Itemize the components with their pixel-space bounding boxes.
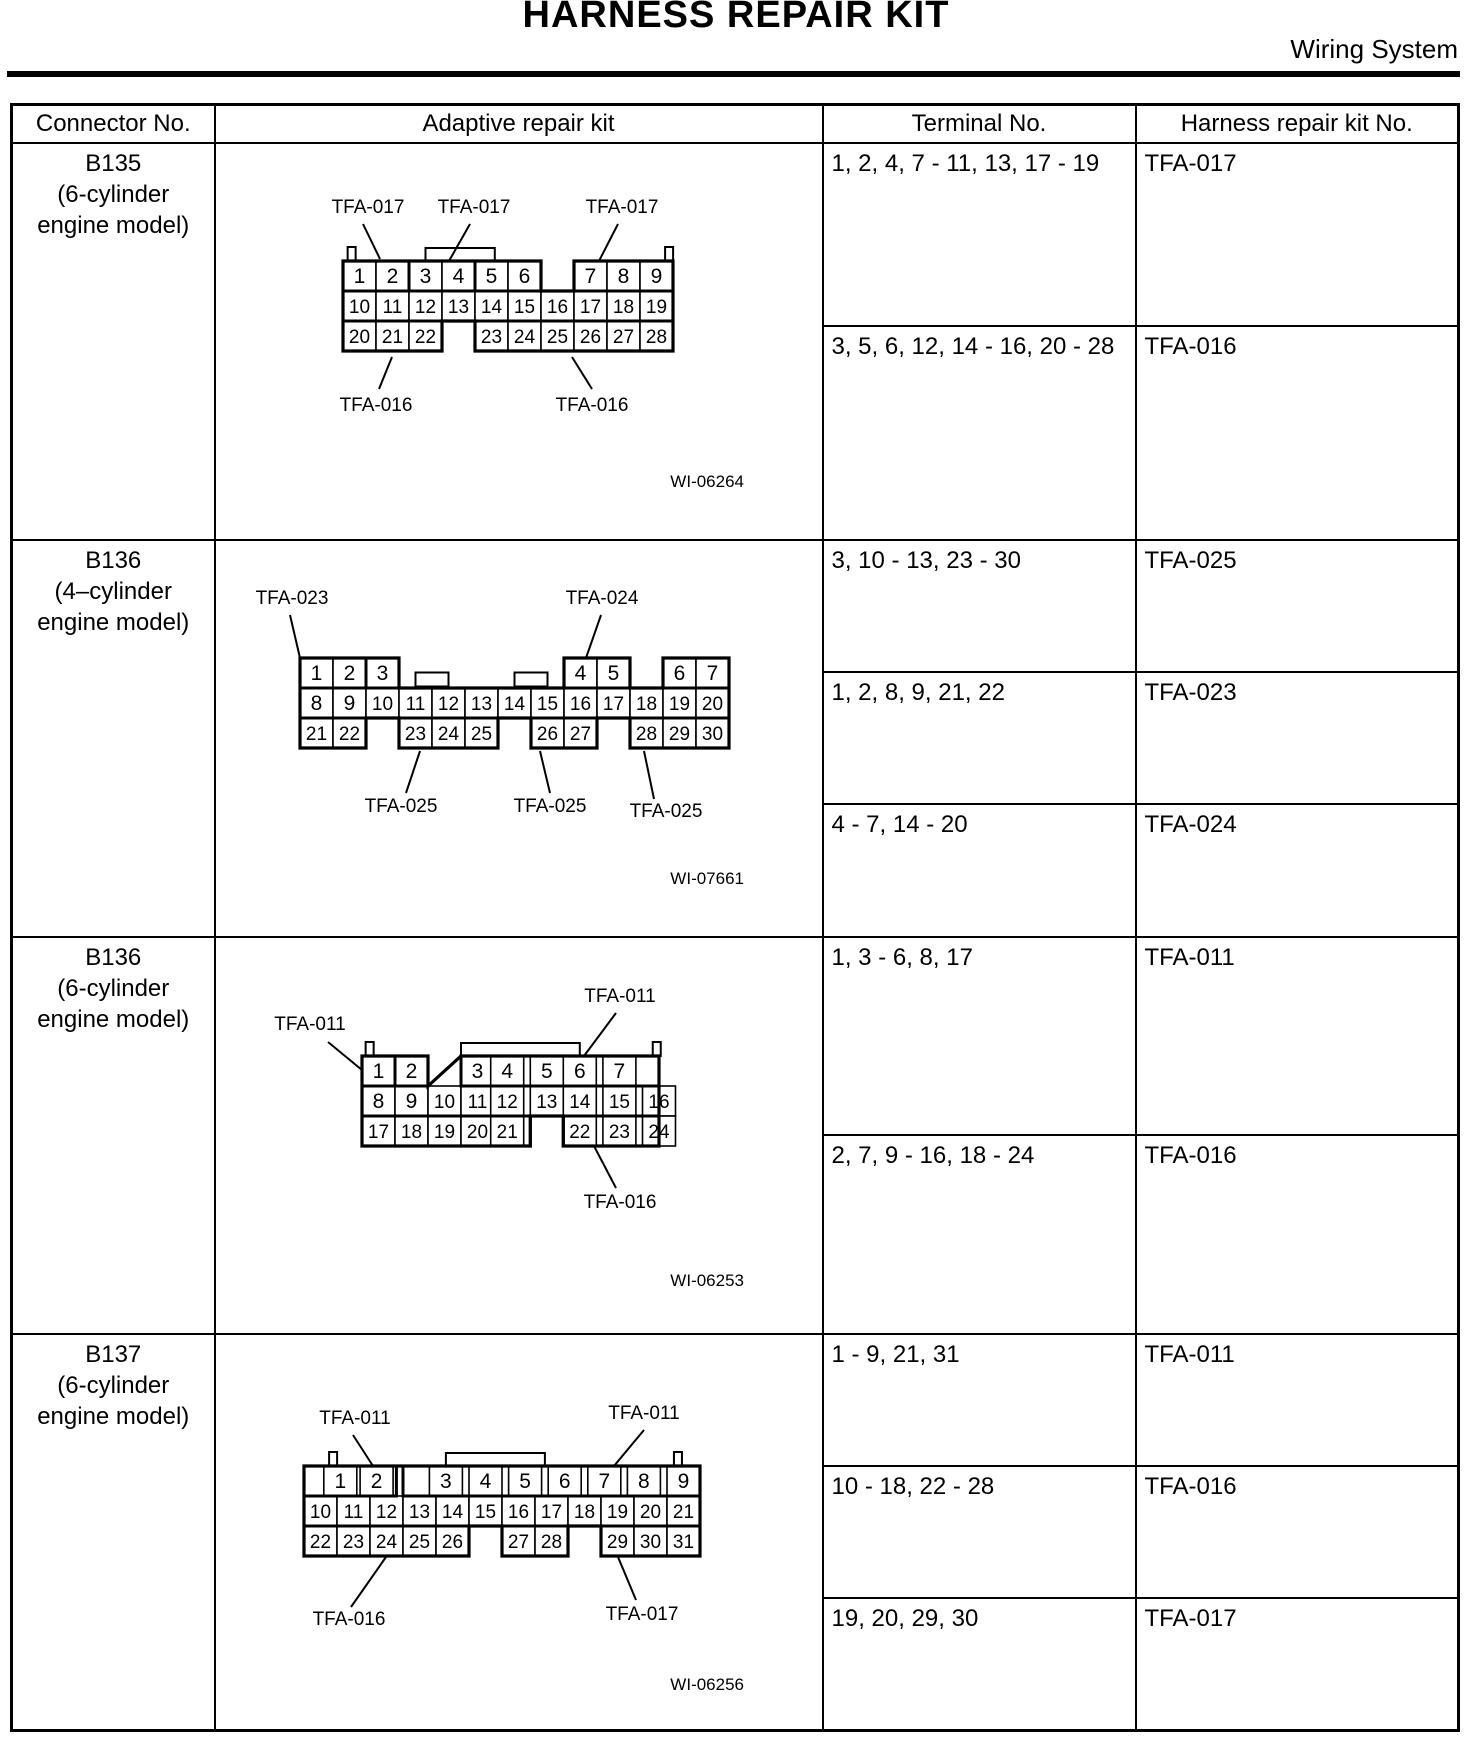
connector-pin-number: 9	[343, 691, 355, 715]
connector-pin-number: 6	[558, 1469, 571, 1493]
connector-pin-number: 24	[647, 1121, 670, 1143]
callout-leader-line	[353, 1435, 373, 1466]
connector-pin-number: 27	[612, 327, 634, 348]
connector-pin-number: 27	[569, 723, 591, 745]
connector-guide-bar	[445, 1453, 544, 1466]
connector-pin-number: 26	[441, 1531, 463, 1553]
connector-pin-number: 4	[574, 661, 586, 685]
connector-pin-number: 15	[513, 297, 535, 318]
connector-pin-number: 22	[414, 327, 436, 348]
connector-pin-number: 30	[639, 1531, 661, 1553]
connector-pin-number: 6	[673, 661, 685, 685]
kit-number-cell: TFA-023	[1136, 672, 1459, 804]
connector-pin-number: 16	[569, 693, 591, 715]
kit-number-cell: TFA-016	[1136, 1135, 1459, 1333]
connector-pin-number: 14	[568, 1091, 590, 1113]
connector-pin-number: 30	[701, 723, 723, 745]
table-row	[12, 540, 1459, 672]
connector-pin-number: 1	[333, 1469, 346, 1493]
connector-pin-number: 1	[310, 661, 322, 685]
connector-pin-number: 10	[309, 1501, 331, 1523]
callout-label: TFA-025	[513, 795, 586, 817]
callout-leader-line	[572, 357, 592, 389]
connector-pin-number: 11	[343, 1501, 363, 1523]
connector-pin-number: 3	[376, 661, 388, 685]
connector-pin-number: 12	[496, 1091, 518, 1113]
callout-leader-line	[290, 615, 300, 658]
terminal-cell: 4 - 7, 14 - 20	[823, 804, 1136, 936]
callout-leader-line	[618, 1557, 636, 1600]
terminal-cell: 10 - 18, 22 - 28	[823, 1466, 1136, 1598]
table-header-row	[12, 105, 1459, 144]
title-rule	[7, 71, 1460, 77]
table-row	[12, 937, 1459, 1135]
connector-pin-number: 5	[540, 1059, 553, 1083]
connector-pin-number: 2	[386, 265, 398, 288]
connector-pin-number: 16	[507, 1501, 529, 1523]
connector-cell	[12, 1334, 215, 1731]
connector-pin-number: 29	[606, 1531, 628, 1553]
harness-repair-table	[10, 103, 1460, 1732]
connector-pin-number: 13	[408, 1501, 430, 1523]
connector-pin-number: 4	[452, 265, 464, 288]
connector-model-line: (6-cylinder	[57, 1371, 170, 1399]
callout-label: TFA-016	[583, 1191, 656, 1213]
callout-leader-line	[594, 1146, 616, 1188]
terminal-cell: 3, 5, 6, 12, 14 - 16, 20 - 28	[823, 326, 1136, 539]
connector-latch	[665, 247, 673, 261]
terminal-cell: 1, 2, 4, 7 - 11, 13, 17 - 19	[823, 143, 1136, 326]
callout-leader-line	[540, 751, 550, 793]
connector-number: B137	[85, 1340, 142, 1368]
connector-pin-number: 11	[405, 693, 425, 715]
connector-number: B136	[85, 546, 142, 574]
connector-pin-number: 26	[536, 723, 558, 745]
connector-pin-number: 20	[701, 693, 723, 715]
connector-latch	[329, 1452, 337, 1466]
connector-model-line: engine model)	[37, 608, 190, 636]
callout-leader-line	[328, 1042, 362, 1070]
connector-pin-number: 28	[645, 327, 667, 348]
connector-cell	[12, 540, 215, 937]
connector-pin-number: 14	[503, 693, 525, 715]
connector-pin-number: 28	[540, 1531, 562, 1553]
connector-latch	[365, 1042, 373, 1056]
connector-pin-number: 19	[606, 1501, 628, 1523]
connector-pin-number: 21	[381, 327, 403, 348]
callout-leader-line	[614, 1430, 644, 1466]
connector-diagram	[216, 144, 822, 540]
connector-number: B136	[85, 943, 142, 971]
kit-number-cell: TFA-016	[1136, 1466, 1459, 1598]
connector-model-line: engine model)	[37, 212, 190, 239]
connector-diagram-cell	[215, 1334, 823, 1731]
connector-pin-number: 19	[645, 297, 667, 318]
callout-leader-line	[584, 1013, 616, 1056]
connector-pin-number: 24	[513, 327, 535, 348]
connector-pin-number: 8	[617, 265, 629, 288]
connector-pin-number: 20	[348, 327, 370, 348]
connector-pin-number: 10	[348, 297, 370, 318]
section-label: Wiring System	[1290, 34, 1458, 64]
connector-pin-number: 5	[518, 1469, 531, 1493]
connector-pin-number: 7	[597, 1469, 610, 1493]
connector-pin-number: 24	[375, 1531, 397, 1553]
connector-guide-bar	[425, 248, 494, 261]
callout-label: TFA-016	[555, 395, 628, 416]
connector-number: B135	[85, 150, 142, 177]
page-title: HARNESS REPAIR KIT	[522, 0, 950, 36]
connector-pin-number: 21	[305, 723, 327, 745]
connector-pin-number: 8	[372, 1089, 384, 1113]
callout-label: TFA-024	[565, 587, 638, 609]
callout-label: TFA-011	[583, 985, 656, 1007]
connector-pin-number: 17	[540, 1501, 562, 1523]
column-header-terminal: Terminal No.	[823, 105, 1136, 144]
connector-pin-number: 3	[419, 265, 431, 288]
connector-pin-number: 12	[437, 693, 459, 715]
connector-diagram-cell	[215, 540, 823, 937]
connector-pin-number: 23	[342, 1531, 364, 1553]
callout-label: TFA-016	[339, 395, 412, 416]
terminal-cell: 1, 2, 8, 9, 21, 22	[823, 672, 1136, 804]
connector-pin-number: 17	[602, 693, 624, 715]
kit-number-cell: TFA-024	[1136, 804, 1459, 936]
terminal-cell: 2, 7, 9 - 16, 18 - 24	[823, 1135, 1136, 1333]
connector-pin-number: 13	[470, 693, 492, 715]
callout-label: TFA-025	[629, 800, 702, 822]
connector-pin-number: 7	[706, 661, 718, 685]
callout-label: TFA-023	[255, 587, 328, 609]
connector-diagram-cell	[215, 143, 823, 540]
connector-pin-number: 23	[608, 1121, 630, 1143]
connector-cell	[12, 143, 215, 540]
callout-label: TFA-025	[364, 795, 437, 817]
connector-pin-number: 2	[370, 1469, 382, 1493]
connector-pin-number: 3	[471, 1059, 483, 1083]
callout-leader-line	[351, 1557, 386, 1607]
connector-pin-number: 22	[568, 1121, 590, 1143]
connector-pin-number: 17	[367, 1121, 389, 1143]
callout-leader-line	[586, 615, 601, 658]
callout-label: TFA-011	[318, 1407, 391, 1429]
connector-pin-number: 23	[404, 723, 426, 745]
connector-pin-number: 5	[485, 265, 497, 288]
callout-label: TFA-017	[605, 1603, 678, 1625]
connector-pin-number: 2	[343, 661, 355, 685]
connector-pin-number: 3	[439, 1469, 452, 1493]
terminal-cell: 1 - 9, 21, 31	[823, 1334, 1136, 1466]
kit-number-cell: TFA-017	[1136, 143, 1459, 326]
connector-pin-number: 1	[353, 265, 365, 288]
connector-cell	[12, 937, 215, 1334]
connector-pin-number: 24	[437, 723, 459, 745]
connector-pin-number: 4	[479, 1469, 491, 1493]
kit-number-cell: TFA-025	[1136, 540, 1459, 672]
kit-number-cell: TFA-017	[1136, 1598, 1459, 1730]
connector-pin-number: 13	[535, 1091, 557, 1113]
connector-pin-number: 12	[414, 297, 436, 318]
connector-pin-number: 19	[668, 693, 690, 715]
connector-pin-number: 19	[433, 1121, 455, 1143]
callout-label: TFA-016	[312, 1608, 385, 1630]
callout-leader-line	[363, 224, 380, 259]
column-header-kit-no: Harness repair kit No.	[1136, 105, 1459, 144]
connector-pin-number: 15	[608, 1091, 630, 1113]
connector-pin-number: 6	[573, 1059, 586, 1083]
connector-pin-number: 8	[310, 691, 322, 715]
callout-label: TFA-011	[273, 1013, 346, 1035]
connector-model-line: (6-cylinder	[57, 974, 170, 1002]
callout-leader-line	[406, 751, 420, 793]
terminal-cell: 19, 20, 29, 30	[823, 1598, 1136, 1730]
connector-pin-number: 5	[607, 661, 619, 685]
connector-guide-bar	[461, 1043, 580, 1056]
connector-model-line: (4–cylinder	[54, 577, 172, 605]
connector-pin-number: 28	[635, 723, 657, 745]
connector-pin-number: 31	[672, 1531, 694, 1553]
kit-number-cell: TFA-011	[1136, 937, 1459, 1135]
callout-label: TFA-017	[585, 197, 658, 218]
connector-pin-number: 10	[371, 693, 393, 715]
connector-diagram-cell	[215, 937, 823, 1334]
connector-pin-number: 29	[668, 723, 690, 745]
connector-slot	[514, 672, 547, 686]
callout-leader-line	[599, 224, 618, 261]
connector-pin-number: 9	[650, 265, 662, 288]
connector-pin-number: 18	[400, 1121, 422, 1143]
connector-latch	[673, 1452, 681, 1466]
figure-id: WI-07661	[669, 868, 744, 888]
connector-model-line: (6-cylinder	[57, 181, 170, 208]
connector-pin-number: 18	[612, 297, 634, 318]
connector-diagram	[216, 1335, 822, 1731]
connector-pin-number: 18	[635, 693, 657, 715]
connector-diagram	[216, 541, 822, 937]
connector-pin-number: 4	[500, 1059, 513, 1083]
callout-leader-line	[379, 357, 392, 389]
connector-pin-number: 11	[467, 1091, 487, 1113]
callout-label: TFA-011	[607, 1402, 680, 1424]
figure-id: WI-06264	[669, 472, 744, 491]
callout-leader-line	[644, 751, 654, 799]
callout-label: TFA-017	[437, 197, 510, 218]
connector-pin-number: 16	[546, 297, 568, 318]
connector-latch	[652, 1042, 660, 1056]
connector-pin-number: 16	[647, 1091, 670, 1113]
connector-pin-number: 14	[480, 297, 502, 318]
connector-pin-number: 26	[579, 327, 601, 348]
connector-pin-number: 17	[579, 297, 601, 318]
connector-pin-number: 9	[677, 1469, 689, 1493]
connector-pin-number: 27	[507, 1531, 529, 1553]
column-header-connector: Connector No.	[12, 105, 215, 144]
connector-pin-number: 8	[637, 1469, 650, 1493]
connector-pin-number: 10	[433, 1091, 455, 1113]
connector-pin-number: 23	[480, 327, 502, 348]
terminal-cell: 1, 3 - 6, 8, 17	[823, 937, 1136, 1135]
callout-label: TFA-017	[331, 197, 404, 218]
connector-pin-number: 9	[405, 1089, 417, 1113]
connector-pin-number: 7	[584, 265, 596, 288]
connector-pin-number: 21	[672, 1501, 694, 1523]
connector-pin-number: 2	[405, 1059, 417, 1083]
table-row	[12, 1334, 1459, 1466]
connector-pin-number: 15	[474, 1501, 496, 1523]
kit-number-cell: TFA-016	[1136, 326, 1459, 539]
connector-pin-number: 13	[447, 297, 469, 318]
connector-model-line: engine model)	[37, 1005, 190, 1033]
connector-pin-number: 20	[466, 1121, 488, 1143]
connector-latch	[347, 247, 355, 261]
connector-pin-number: 18	[573, 1501, 595, 1523]
connector-pin-number: 1	[372, 1059, 384, 1083]
connector-diagram	[216, 938, 822, 1334]
kit-number-cell: TFA-011	[1136, 1334, 1459, 1466]
connector-pin-number: 22	[338, 723, 360, 745]
connector-pin-number: 25	[546, 327, 568, 348]
connector-pin-number: 14	[441, 1501, 463, 1523]
column-header-adaptive-kit: Adaptive repair kit	[215, 105, 823, 144]
callout-leader-line	[449, 224, 470, 261]
connector-pin-number: 20	[639, 1501, 661, 1523]
connector-pin-number: 7	[613, 1059, 625, 1083]
connector-pin-number: 25	[408, 1531, 430, 1553]
table-row	[12, 143, 1459, 326]
connector-pin-number: 25	[470, 723, 492, 745]
connector-model-line: engine model)	[37, 1402, 190, 1430]
connector-pin-number: 22	[309, 1531, 331, 1553]
terminal-cell: 3, 10 - 13, 23 - 30	[823, 540, 1136, 672]
figure-id: WI-06256	[669, 1674, 744, 1694]
connector-pin-number: 11	[382, 297, 402, 318]
connector-slot	[415, 672, 448, 686]
connector-pin-number: 6	[518, 265, 530, 288]
connector-pin-number: 15	[536, 693, 558, 715]
connector-pin-number: 12	[375, 1501, 397, 1523]
figure-id: WI-06253	[669, 1270, 744, 1290]
connector-pin-number: 21	[496, 1121, 518, 1143]
